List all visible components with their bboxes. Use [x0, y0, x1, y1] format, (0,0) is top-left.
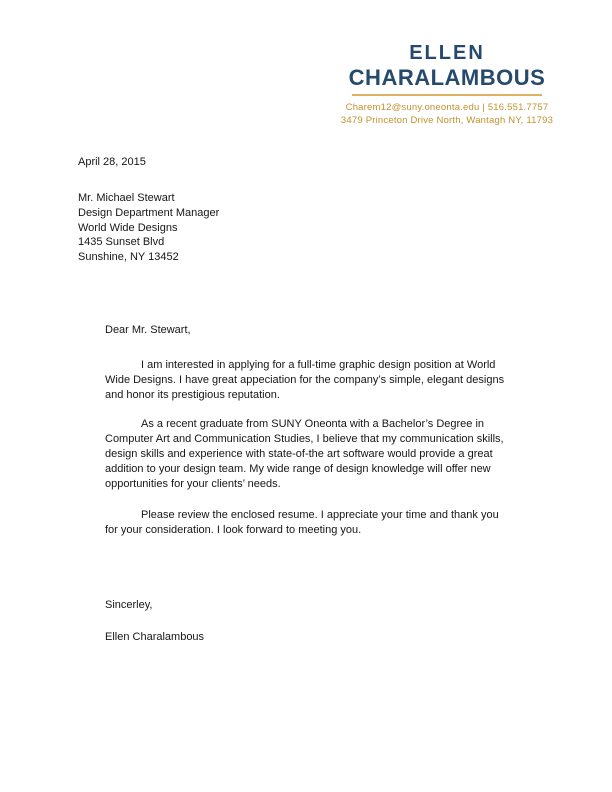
- recipient-address-block: [78, 191, 219, 265]
- letterhead: [338, 42, 556, 127]
- complimentary-close: Sincerley,: [105, 599, 153, 611]
- signature-name: Ellen Charalambous: [105, 631, 205, 643]
- paragraph-closing: Please review the enclosed resume. I appreciate your time and thank you for your consideration. I look forward to meeting you.: [105, 509, 499, 536]
- paragraph-intro: I am interested in applying for a full-time graphic design position at World Wide Designs. I have great appeciation for the company’s simple, elegant designs and honor its prestigious reputation.: [105, 359, 505, 401]
- letter-body: [105, 323, 505, 645]
- contact-email-phone: Charem12@suny.oneonta.edu | 516.551.7757: [345, 102, 549, 113]
- recipient-company: World Wide Designs: [78, 221, 178, 234]
- letterhead-contact: [338, 101, 556, 127]
- salutation: Dear Mr. Stewart,: [105, 324, 191, 336]
- paragraph-qualifications: As a recent graduate from SUNY Oneonta with a Bachelor’s Degree in Computer Art and Communication Studies, I believe that my communication skills, design skills and experience with state-of-the art software would provide a great addition to your design team. My wide range of design knowledge will offer new opportunities for your clients’ needs.: [105, 418, 504, 490]
- recipient-title: Design Department Manager: [78, 206, 220, 219]
- recipient-name: Mr. Michael Stewart: [78, 192, 175, 204]
- letter-date: April 28, 2015: [78, 156, 146, 168]
- letterhead-underline: [352, 94, 542, 96]
- recipient-street: 1435 Sunset Blvd: [78, 236, 165, 249]
- contact-address: 3479 Princeton Drive North, Wantagh NY, 11793: [340, 115, 554, 126]
- letterhead-last-name: CHARALAMBOUS: [348, 65, 546, 90]
- recipient-city-state-zip: Sunshine, NY 13452: [78, 251, 179, 264]
- letterhead-first-name: ELLEN: [409, 42, 485, 64]
